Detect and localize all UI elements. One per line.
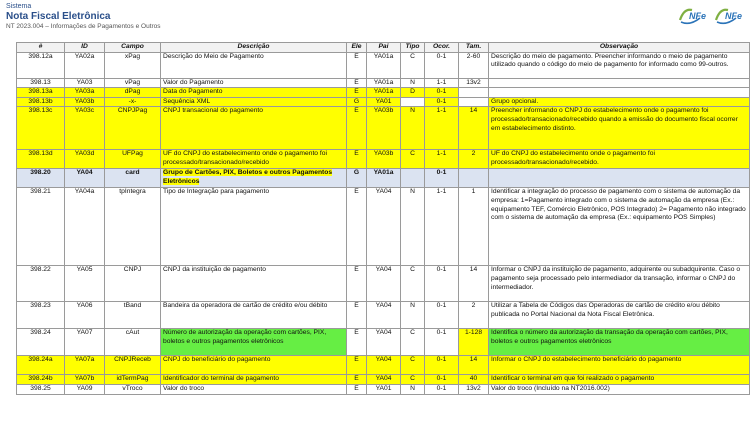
cell-obs: Identificar a integração do processo de pagamento com o sistema de automação da empresa: 1=Pagamento integrado com o sistema de automação da empresa (Ex.: equipamento TEF, Comércio Eletrônico, POS Integrado) 2= Pagamento não integrado com o sistema de automação da empresa (Ex.: equipamento POS Simples) bbox=[489, 188, 750, 266]
cell-campo: CNPJReceb bbox=[105, 356, 161, 375]
cell-tam: 14 bbox=[459, 107, 489, 150]
document-title: Nota Fiscal Eletrônica bbox=[6, 11, 111, 22]
table-row bbox=[17, 97, 750, 107]
cell-ocor: 0-1 bbox=[425, 266, 459, 302]
cell-obs: UF do CNPJ do estabelecimento onde o pagamento foi processado/transacionado/recebido. bbox=[489, 150, 750, 169]
cell-num: 398.20 bbox=[17, 169, 65, 188]
cell-id: YA07b bbox=[65, 375, 105, 385]
cell-id: YA03c bbox=[65, 107, 105, 150]
cell-obs: Identificar o terminal em que foi realizado o pagamento bbox=[489, 375, 750, 385]
cell-desc: Descrição do Meio de Pagamento bbox=[161, 52, 347, 78]
cell-pai: YA04 bbox=[367, 302, 401, 329]
cell-desc: Data do Pagamento bbox=[161, 88, 347, 98]
logos bbox=[678, 6, 746, 26]
table-row bbox=[17, 52, 750, 78]
cell-campo: vTroco bbox=[105, 384, 161, 394]
cell-tipo: C bbox=[401, 266, 425, 302]
logo-text: NFe bbox=[725, 11, 743, 21]
cell-pai: YA04 bbox=[367, 266, 401, 302]
cell-desc: CNPJ da instituição de pagamento bbox=[161, 266, 347, 302]
cell-pai: YA01a bbox=[367, 52, 401, 78]
cell-ocor: 0-1 bbox=[425, 329, 459, 356]
cell-pai: YA04 bbox=[367, 375, 401, 385]
cell-ele: E bbox=[347, 107, 367, 150]
cell-obs: Descrição do meio de pagamento. Preencher informando o meio de pagamento utilizado quando o código do meio de pagamento for informado como 99-outros. bbox=[489, 52, 750, 78]
col-header-observacao: Observação bbox=[489, 43, 750, 53]
cell-tam: 1-128 bbox=[459, 329, 489, 356]
cell-desc: CNPJ transacional do pagamento bbox=[161, 107, 347, 150]
cell-tipo: N bbox=[401, 188, 425, 266]
cell-desc: Número de autorização da operação com cartões, PIX, boletos e outros pagamentos eletrônicos bbox=[161, 329, 347, 356]
table-row bbox=[17, 375, 750, 385]
cell-id: YA09 bbox=[65, 384, 105, 394]
table-row bbox=[17, 88, 750, 98]
cell-tipo: C bbox=[401, 329, 425, 356]
cell-pai: YA01a bbox=[367, 78, 401, 88]
table-row bbox=[17, 329, 750, 356]
cell-tam: 14 bbox=[459, 356, 489, 375]
cell-ocor: 0-1 bbox=[425, 88, 459, 98]
cell-obs: Preencher informando o CNPJ do estabelecimento onde o pagamento foi processado/transacionado/recebido quando a emissão do documento fiscal ocorrer em estabelecimento distinto. bbox=[489, 107, 750, 150]
cell-campo: UFPag bbox=[105, 150, 161, 169]
cell-ele: E bbox=[347, 88, 367, 98]
cell-pai: YA04 bbox=[367, 188, 401, 266]
cell-campo: -x- bbox=[105, 97, 161, 107]
cell-obs: Valor do troco (Incluído na NT2016.002) bbox=[489, 384, 750, 394]
cell-num: 398.13d bbox=[17, 150, 65, 169]
cell-num: 398.24a bbox=[17, 356, 65, 375]
col-header-tam: Tam. bbox=[459, 43, 489, 53]
table-row bbox=[17, 302, 750, 329]
cell-campo: tpIntegra bbox=[105, 188, 161, 266]
cell-num: 398.23 bbox=[17, 302, 65, 329]
cell-tam: 40 bbox=[459, 375, 489, 385]
cell-pai: YA04 bbox=[367, 329, 401, 356]
cell-ocor: 1-1 bbox=[425, 78, 459, 88]
cell-obs bbox=[489, 169, 750, 188]
cell-tipo: C bbox=[401, 375, 425, 385]
cell-ocor: 0-1 bbox=[425, 356, 459, 375]
cell-tipo: C bbox=[401, 150, 425, 169]
cell-obs: Informar o CNPJ do estabelecimento beneficiário do pagamento bbox=[489, 356, 750, 375]
cell-tipo bbox=[401, 169, 425, 188]
cell-campo: card bbox=[105, 169, 161, 188]
cell-tam: 13v2 bbox=[459, 78, 489, 88]
cell-ocor: 0-1 bbox=[425, 302, 459, 329]
cell-tipo: N bbox=[401, 384, 425, 394]
cell-desc: Identificador do terminal de pagamento bbox=[161, 375, 347, 385]
cell-tipo: N bbox=[401, 78, 425, 88]
nfe-logo-icon bbox=[678, 6, 710, 26]
cell-pai: YA03b bbox=[367, 107, 401, 150]
cell-tam bbox=[459, 97, 489, 107]
cell-num: 398.24 bbox=[17, 329, 65, 356]
cell-desc-text: Grupo de Cartões, PIX, Boletos e outros Pagamentos Eletrônicos bbox=[163, 169, 333, 185]
cell-pai: YA01 bbox=[367, 384, 401, 394]
table-header-row bbox=[17, 43, 750, 53]
cell-id: YA03d bbox=[65, 150, 105, 169]
col-header-campo: Campo bbox=[105, 43, 161, 53]
cell-ele: E bbox=[347, 266, 367, 302]
cell-num: 398.13b bbox=[17, 97, 65, 107]
cell-obs: Identifica o número da autorização da transação da operação com cartões, PIX, boletos e outros pagamentos eletrônicos bbox=[489, 329, 750, 356]
cell-obs: Informar o CNPJ da instituição de pagamento, adquirente ou subadquirente. Caso o pagamento seja processado pelo intermediador da transação, informar o CNPJ do intermediador. bbox=[489, 266, 750, 302]
table-row bbox=[17, 150, 750, 169]
table-row-group bbox=[17, 169, 750, 188]
cell-ele: G bbox=[347, 169, 367, 188]
cell-desc: Valor do Pagamento bbox=[161, 78, 347, 88]
col-header-pai: Pai bbox=[367, 43, 401, 53]
cell-tipo: N bbox=[401, 302, 425, 329]
cell-tipo: C bbox=[401, 52, 425, 78]
cell-num: 398.21 bbox=[17, 188, 65, 266]
cell-pai: YA01a bbox=[367, 88, 401, 98]
cell-id: YA04 bbox=[65, 169, 105, 188]
table-row bbox=[17, 266, 750, 302]
cell-num: 398.25 bbox=[17, 384, 65, 394]
cell-ele: E bbox=[347, 329, 367, 356]
col-header-tipo: Tipo bbox=[401, 43, 425, 53]
cell-ocor: 0-1 bbox=[425, 52, 459, 78]
cell-campo: CNPJ bbox=[105, 266, 161, 302]
cell-ele: E bbox=[347, 384, 367, 394]
cell-campo: dPag bbox=[105, 88, 161, 98]
cell-ele: E bbox=[347, 375, 367, 385]
cell-ele: G bbox=[347, 97, 367, 107]
cell-pai: YA01 bbox=[367, 97, 401, 107]
cell-id: YA03b bbox=[65, 97, 105, 107]
table-row bbox=[17, 78, 750, 88]
cell-obs bbox=[489, 88, 750, 98]
cell-desc: Sequência XML bbox=[161, 97, 347, 107]
cell-ocor: 1-1 bbox=[425, 188, 459, 266]
cell-tam: 2 bbox=[459, 302, 489, 329]
cell-campo: xPag bbox=[105, 52, 161, 78]
cell-desc bbox=[161, 169, 347, 188]
cell-num: 398.24b bbox=[17, 375, 65, 385]
cell-tam: 1 bbox=[459, 188, 489, 266]
cell-campo: vPag bbox=[105, 78, 161, 88]
cell-ele: E bbox=[347, 52, 367, 78]
cell-tam: 2-60 bbox=[459, 52, 489, 78]
col-header-ele: Ele bbox=[347, 43, 367, 53]
cell-ocor: 0-1 bbox=[425, 375, 459, 385]
table-row bbox=[17, 188, 750, 266]
cell-ele: E bbox=[347, 78, 367, 88]
cell-tam bbox=[459, 169, 489, 188]
cell-campo: tBand bbox=[105, 302, 161, 329]
cell-ocor: 0-1 bbox=[425, 384, 459, 394]
cell-ocor: 0-1 bbox=[425, 97, 459, 107]
cell-ele: E bbox=[347, 188, 367, 266]
cell-obs: Utilizar a Tabela de Códigos das Operadoras de cartão de crédito e/ou débito publicada no Portal Nacional da Nota Fiscal Eletrônica. bbox=[489, 302, 750, 329]
cell-num: 398.12a bbox=[17, 52, 65, 78]
cell-tam: 13v2 bbox=[459, 384, 489, 394]
cell-tipo: D bbox=[401, 88, 425, 98]
cell-campo: idTermPag bbox=[105, 375, 161, 385]
cell-tipo: N bbox=[401, 107, 425, 150]
table-row bbox=[17, 356, 750, 375]
nfe-logo-icon bbox=[714, 6, 746, 26]
cell-num: 398.13c bbox=[17, 107, 65, 150]
cell-pai: YA04 bbox=[367, 356, 401, 375]
cell-pai: YA03b bbox=[367, 150, 401, 169]
logo-text: NFe bbox=[689, 11, 707, 21]
cell-id: YA06 bbox=[65, 302, 105, 329]
table-row bbox=[17, 384, 750, 394]
cell-tam bbox=[459, 88, 489, 98]
document-header bbox=[6, 3, 161, 31]
cell-id: YA07a bbox=[65, 356, 105, 375]
cell-id: YA05 bbox=[65, 266, 105, 302]
table-row bbox=[17, 107, 750, 150]
cell-num: 398.13 bbox=[17, 78, 65, 88]
cell-ocor: 1-1 bbox=[425, 107, 459, 150]
cell-ocor: 1-1 bbox=[425, 150, 459, 169]
cell-pai: YA01a bbox=[367, 169, 401, 188]
cell-campo: CNPJPag bbox=[105, 107, 161, 150]
cell-num: 398.22 bbox=[17, 266, 65, 302]
cell-id: YA03a bbox=[65, 88, 105, 98]
cell-desc: CNPJ do beneficiário do pagamento bbox=[161, 356, 347, 375]
cell-tam: 2 bbox=[459, 150, 489, 169]
cell-campo: cAut bbox=[105, 329, 161, 356]
cell-desc: Bandeira da operadora de cartão de crédito e/ou débito bbox=[161, 302, 347, 329]
cell-tam: 14 bbox=[459, 266, 489, 302]
cell-id: YA03 bbox=[65, 78, 105, 88]
cell-ele: E bbox=[347, 356, 367, 375]
document-subtitle: NT 2023.004 – Informações de Pagamentos e Outros bbox=[6, 23, 161, 30]
cell-tipo bbox=[401, 97, 425, 107]
cell-id: YA04a bbox=[65, 188, 105, 266]
cell-id: YA02a bbox=[65, 52, 105, 78]
col-header-ocor: Ocor. bbox=[425, 43, 459, 53]
cell-id: YA07 bbox=[65, 329, 105, 356]
col-header-num: # bbox=[17, 43, 65, 53]
cell-ele: E bbox=[347, 302, 367, 329]
cell-desc: Valor do troco bbox=[161, 384, 347, 394]
cell-tipo: C bbox=[401, 356, 425, 375]
cell-ocor: 0-1 bbox=[425, 169, 459, 188]
col-header-descricao: Descrição bbox=[161, 43, 347, 53]
cell-num: 398.13a bbox=[17, 88, 65, 98]
cell-obs: Grupo opcional. bbox=[489, 97, 750, 107]
payment-fields-table bbox=[16, 42, 750, 395]
cell-obs bbox=[489, 78, 750, 88]
col-header-id: ID bbox=[65, 43, 105, 53]
cell-desc: UF do CNPJ do estabelecimento onde o pagamento foi processado/transacionado/recebido bbox=[161, 150, 347, 169]
cell-desc: Tipo de Integração para pagamento bbox=[161, 188, 347, 266]
system-label: Sistema bbox=[6, 3, 32, 10]
cell-ele: E bbox=[347, 150, 367, 169]
